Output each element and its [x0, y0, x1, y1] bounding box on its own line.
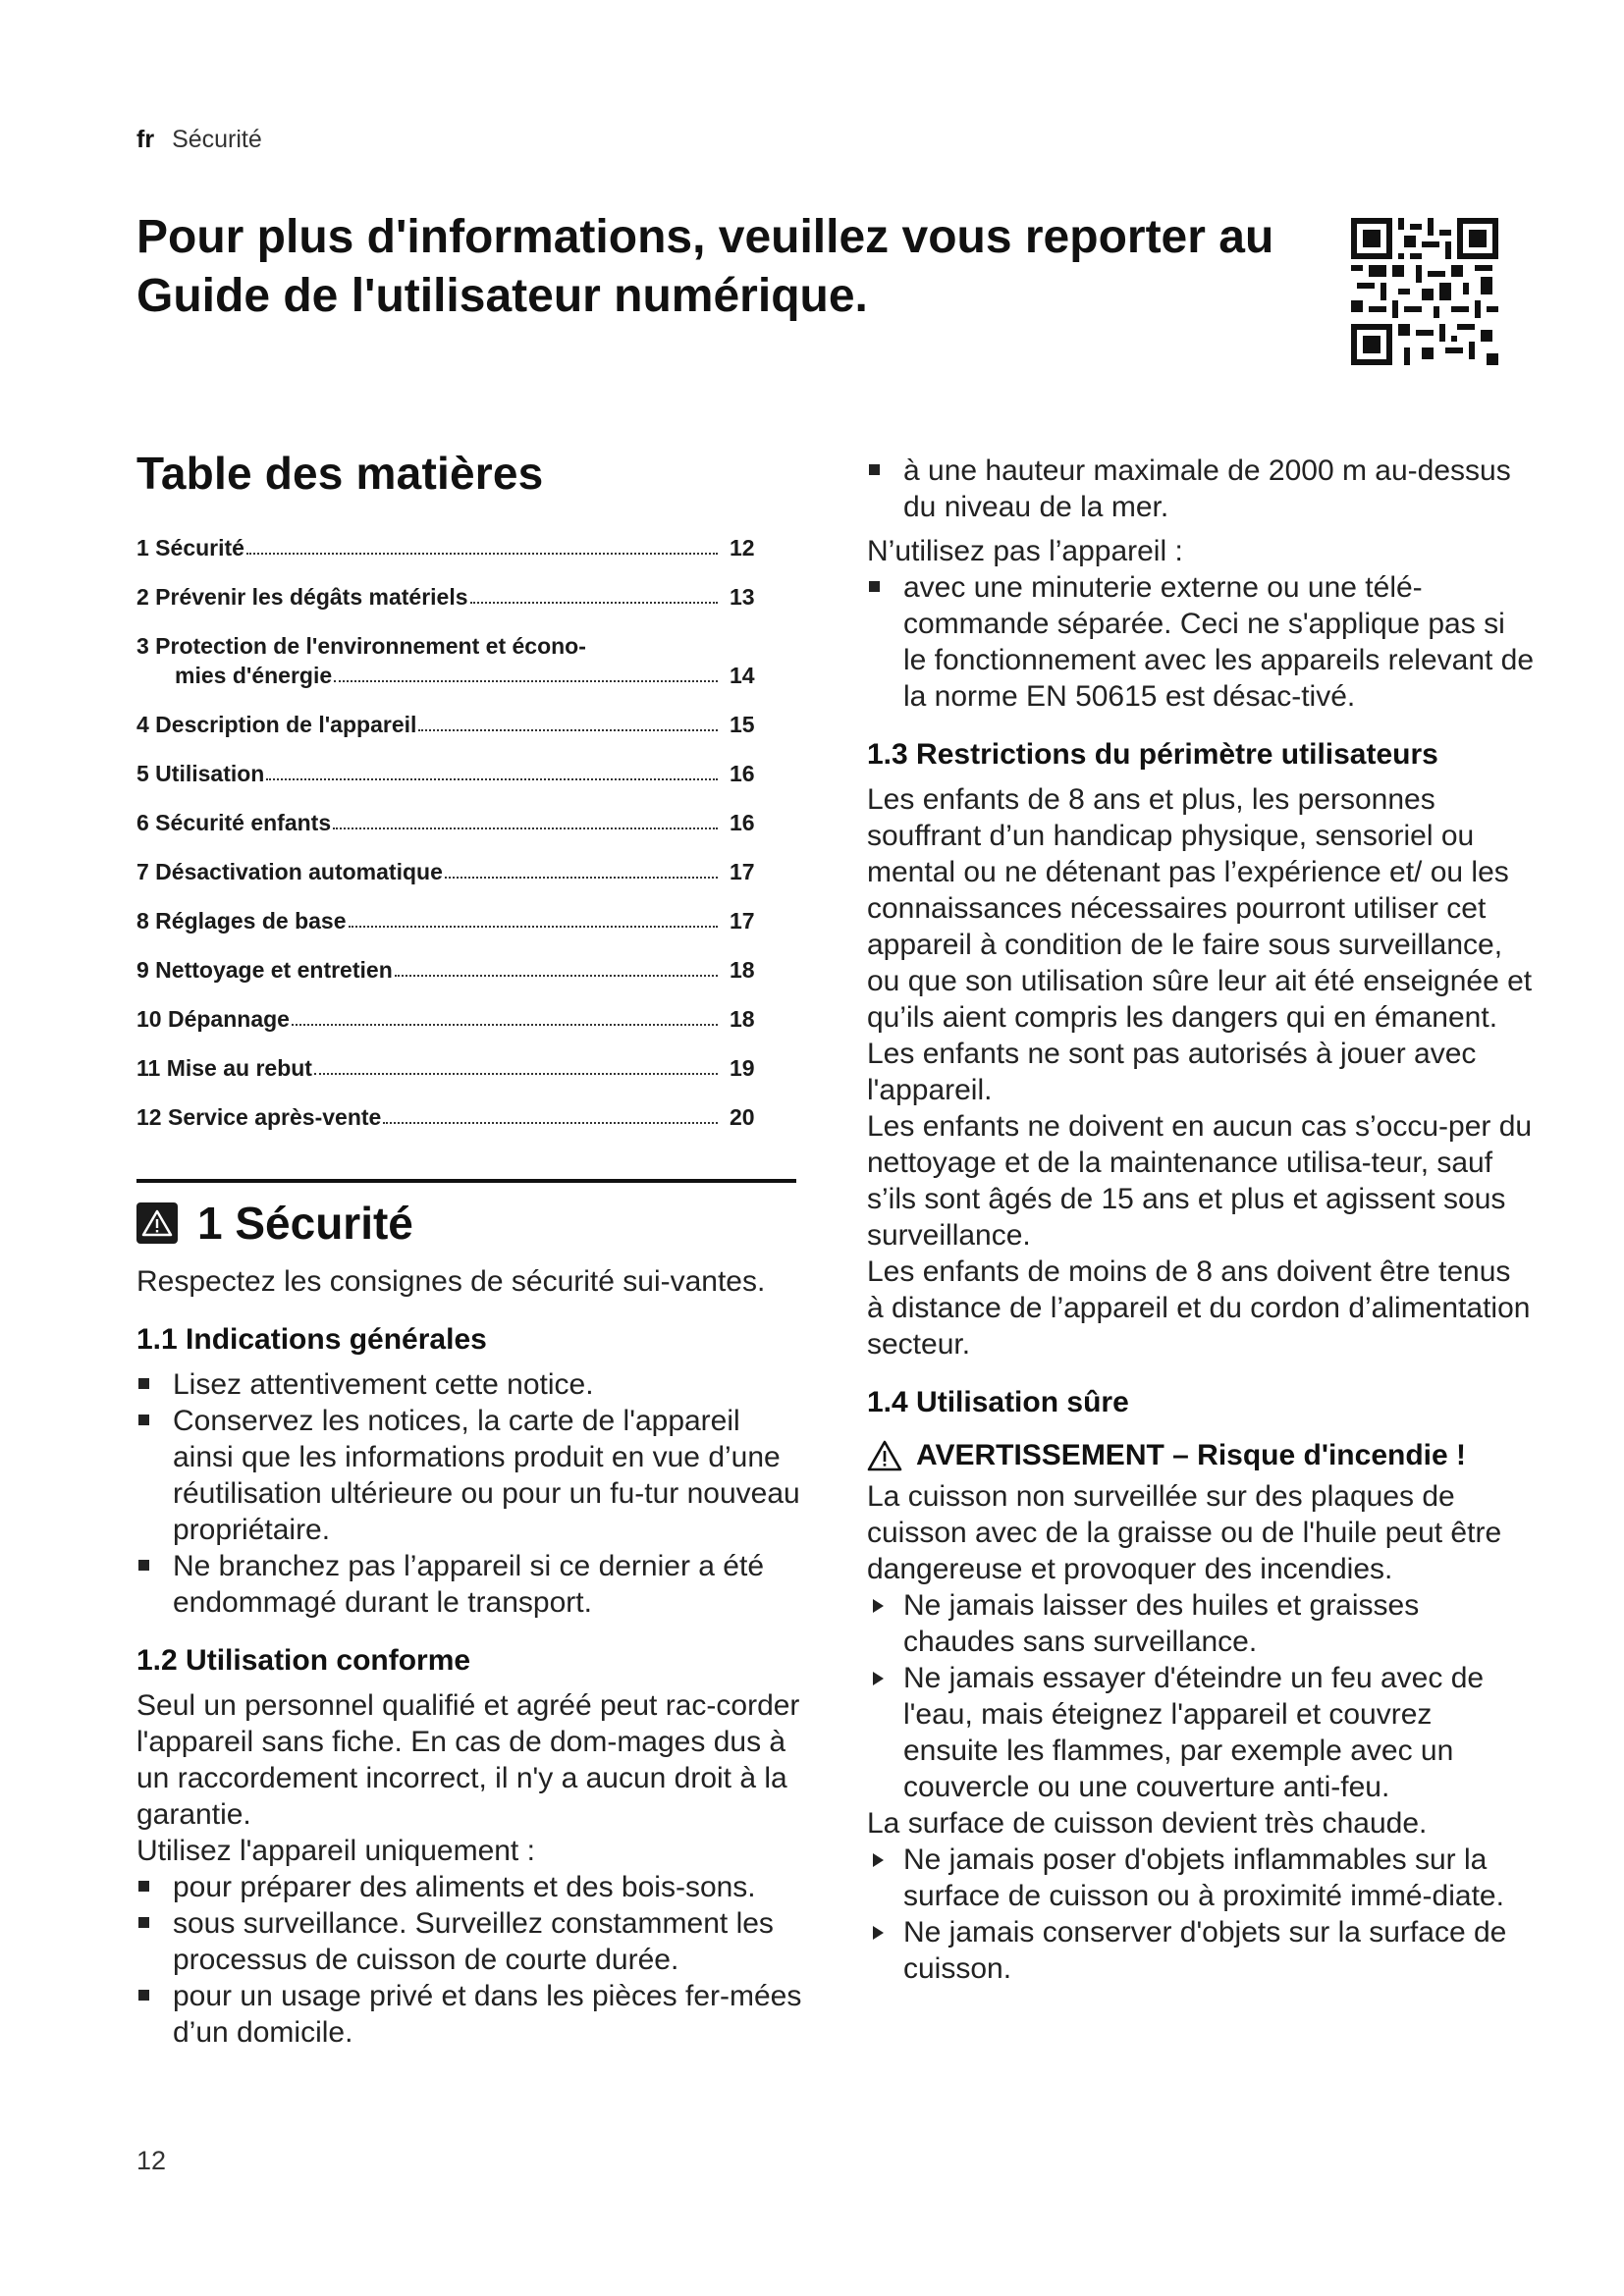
warning-text: AVERTISSEMENT – Risque d'incendie ! — [916, 1439, 1466, 1471]
list-item: avec une minuterie externe ou une télé-commande séparée. Ceci ne s'applique pas si le fonctionnement avec les appareils relevant de la norme EN 50615 est désac-tivé. — [867, 569, 1535, 715]
toc-item[interactable]: 7 Désactivation automatique 17 — [136, 859, 755, 884]
intended-use-list — [136, 1869, 804, 2051]
do-not-use-list — [867, 569, 1535, 715]
paragraph: Utilisez l'appareil uniquement : — [136, 1835, 535, 1867]
warning-triangle-icon — [867, 1440, 902, 1471]
toc-item[interactable]: 3 Protection de l'environnement et écono- mies d'énergie 14 — [136, 633, 755, 688]
list-item: Lisez attentivement cette notice. — [136, 1366, 804, 1403]
list-item: Conservez les notices, la carte de l'appareil ainsi que les informations produit en vue d’une réutilisation ultérieure ou pour un fu-tur nouveau propriétaire. — [136, 1403, 804, 1548]
paragraph: Seul un personnel qualifié et agréé peut rac-corder l'appareil sans fiche. En cas de dom-mages dus à un raccordement incorrect, il n'y a aucun droit à la garantie. — [136, 1689, 800, 1831]
list-item: pour préparer des aliments et des bois-sons. — [136, 1869, 804, 1905]
paragraph: Les enfants de moins de 8 ans doivent être tenus à distance de l’appareil et du cordon d’alimentation secteur. — [867, 1255, 1531, 1361]
toc-item[interactable]: 1 Sécurité 12 — [136, 535, 755, 561]
fire-instructions-list — [867, 1587, 1535, 1805]
list-item: Ne jamais laisser des huiles et graisses chaudes sans surveillance. — [867, 1587, 1535, 1660]
toc-item[interactable]: 4 Description de l'appareil 15 — [136, 712, 755, 737]
section-title: 1 Sécurité — [197, 1198, 413, 1249]
page-title: Pour plus d'informations, veuillez vous reporter au Guide de l'utilisateur numérique. — [136, 211, 1274, 322]
toc-item[interactable]: 2 Prévenir les dégâts matériels 13 — [136, 584, 755, 610]
list-item: pour un usage privé et dans les pièces fer-mées d’un domicile. — [136, 1978, 804, 2051]
section-intro: Respectez les consignes de sécurité sui-vantes. — [136, 1265, 766, 1298]
subsection-heading: 1.4 Utilisation sûre — [867, 1386, 1129, 1418]
subsection-heading: 1.1 Indications générales — [136, 1323, 487, 1356]
toc-item[interactable]: 11 Mise au rebut 19 — [136, 1055, 755, 1081]
toc-item[interactable]: 5 Utilisation 16 — [136, 761, 755, 786]
warning-triangle-icon — [136, 1202, 178, 1244]
toc-item[interactable]: 12 Service après-vente 20 — [136, 1104, 755, 1130]
section-heading — [136, 1197, 804, 1250]
general-indications-list — [136, 1366, 804, 1621]
header-section: Sécurité — [172, 126, 262, 153]
language-code: fr — [136, 126, 155, 153]
toc-heading: Table des matières — [136, 448, 544, 499]
paragraph: Les enfants ne doivent en aucun cas s’occu-per du nettoyage et de la maintenance utilisa-teur, sauf s’ils sont âgés de 15 ans et plus et agissent sous surveillance. — [867, 1110, 1533, 1252]
running-header — [136, 126, 262, 154]
paragraph: Les enfants de 8 ans et plus, les personnes souffrant d’un handicap physique, sensoriel ou mental ou ne détenant pas l’expérience et/ ou les connaissances nécessaires pourront utiliser cet appareil à condition de le faire sous surveillance, ou que son utilisation sûre leur ait été enseignée et qu’ils aient compris les dangers qui en émanent. — [867, 783, 1533, 1034]
toc-item[interactable]: 10 Dépannage 18 — [136, 1006, 755, 1032]
section-rule — [136, 1179, 796, 1183]
right-column — [867, 453, 1535, 1987]
list-item: sous surveillance. Surveillez constamment les processus de cuisson de courte durée. — [136, 1905, 804, 1978]
toc-item[interactable]: 9 Nettoyage et entretien 18 — [136, 957, 755, 983]
paragraph: La surface de cuisson devient très chaude. — [867, 1807, 1428, 1840]
list-item: à une hauteur maximale de 2000 m au-dessus du niveau de la mer. — [867, 453, 1535, 525]
subsection-heading: 1.3 Restrictions du périmètre utilisateurs — [867, 738, 1438, 771]
paragraph: La cuisson non surveillée sur des plaques de cuisson avec de la graisse ou de l'huile peut être dangereuse et provoquer des incendies. — [867, 1480, 1502, 1585]
list-item: Ne branchez pas l’appareil si ce dernier a été endommagé durant le transport. — [136, 1548, 804, 1621]
paragraph: Les enfants ne sont pas autorisés à jouer avec l'appareil. — [867, 1038, 1477, 1106]
hot-surface-instructions-list — [867, 1842, 1535, 1987]
page-number: 12 — [136, 2146, 167, 2175]
qr-code-icon — [1351, 218, 1498, 365]
list-item: Ne jamais conserver d'objets sur la surface de cuisson. — [867, 1914, 1535, 1987]
paragraph: N’utilisez pas l’appareil : — [867, 535, 1183, 567]
warning-heading — [867, 1439, 1535, 1472]
table-of-contents — [136, 533, 765, 1132]
list-item: Ne jamais poser d'objets inflammables sur la surface de cuisson ou à proximité immé-diate. — [867, 1842, 1535, 1914]
subsection-heading: 1.2 Utilisation conforme — [136, 1644, 471, 1677]
intended-use-list-continued — [867, 453, 1535, 525]
list-item: Ne jamais essayer d'éteindre un feu avec de l'eau, mais éteignez l'appareil et couvrez ensuite les flammes, par exemple avec un couvercle ou une couverture anti-feu. — [867, 1660, 1535, 1805]
left-column — [136, 447, 804, 2051]
toc-item[interactable]: 8 Réglages de base 17 — [136, 908, 755, 934]
toc-item[interactable]: 6 Sécurité enfants 16 — [136, 810, 755, 835]
